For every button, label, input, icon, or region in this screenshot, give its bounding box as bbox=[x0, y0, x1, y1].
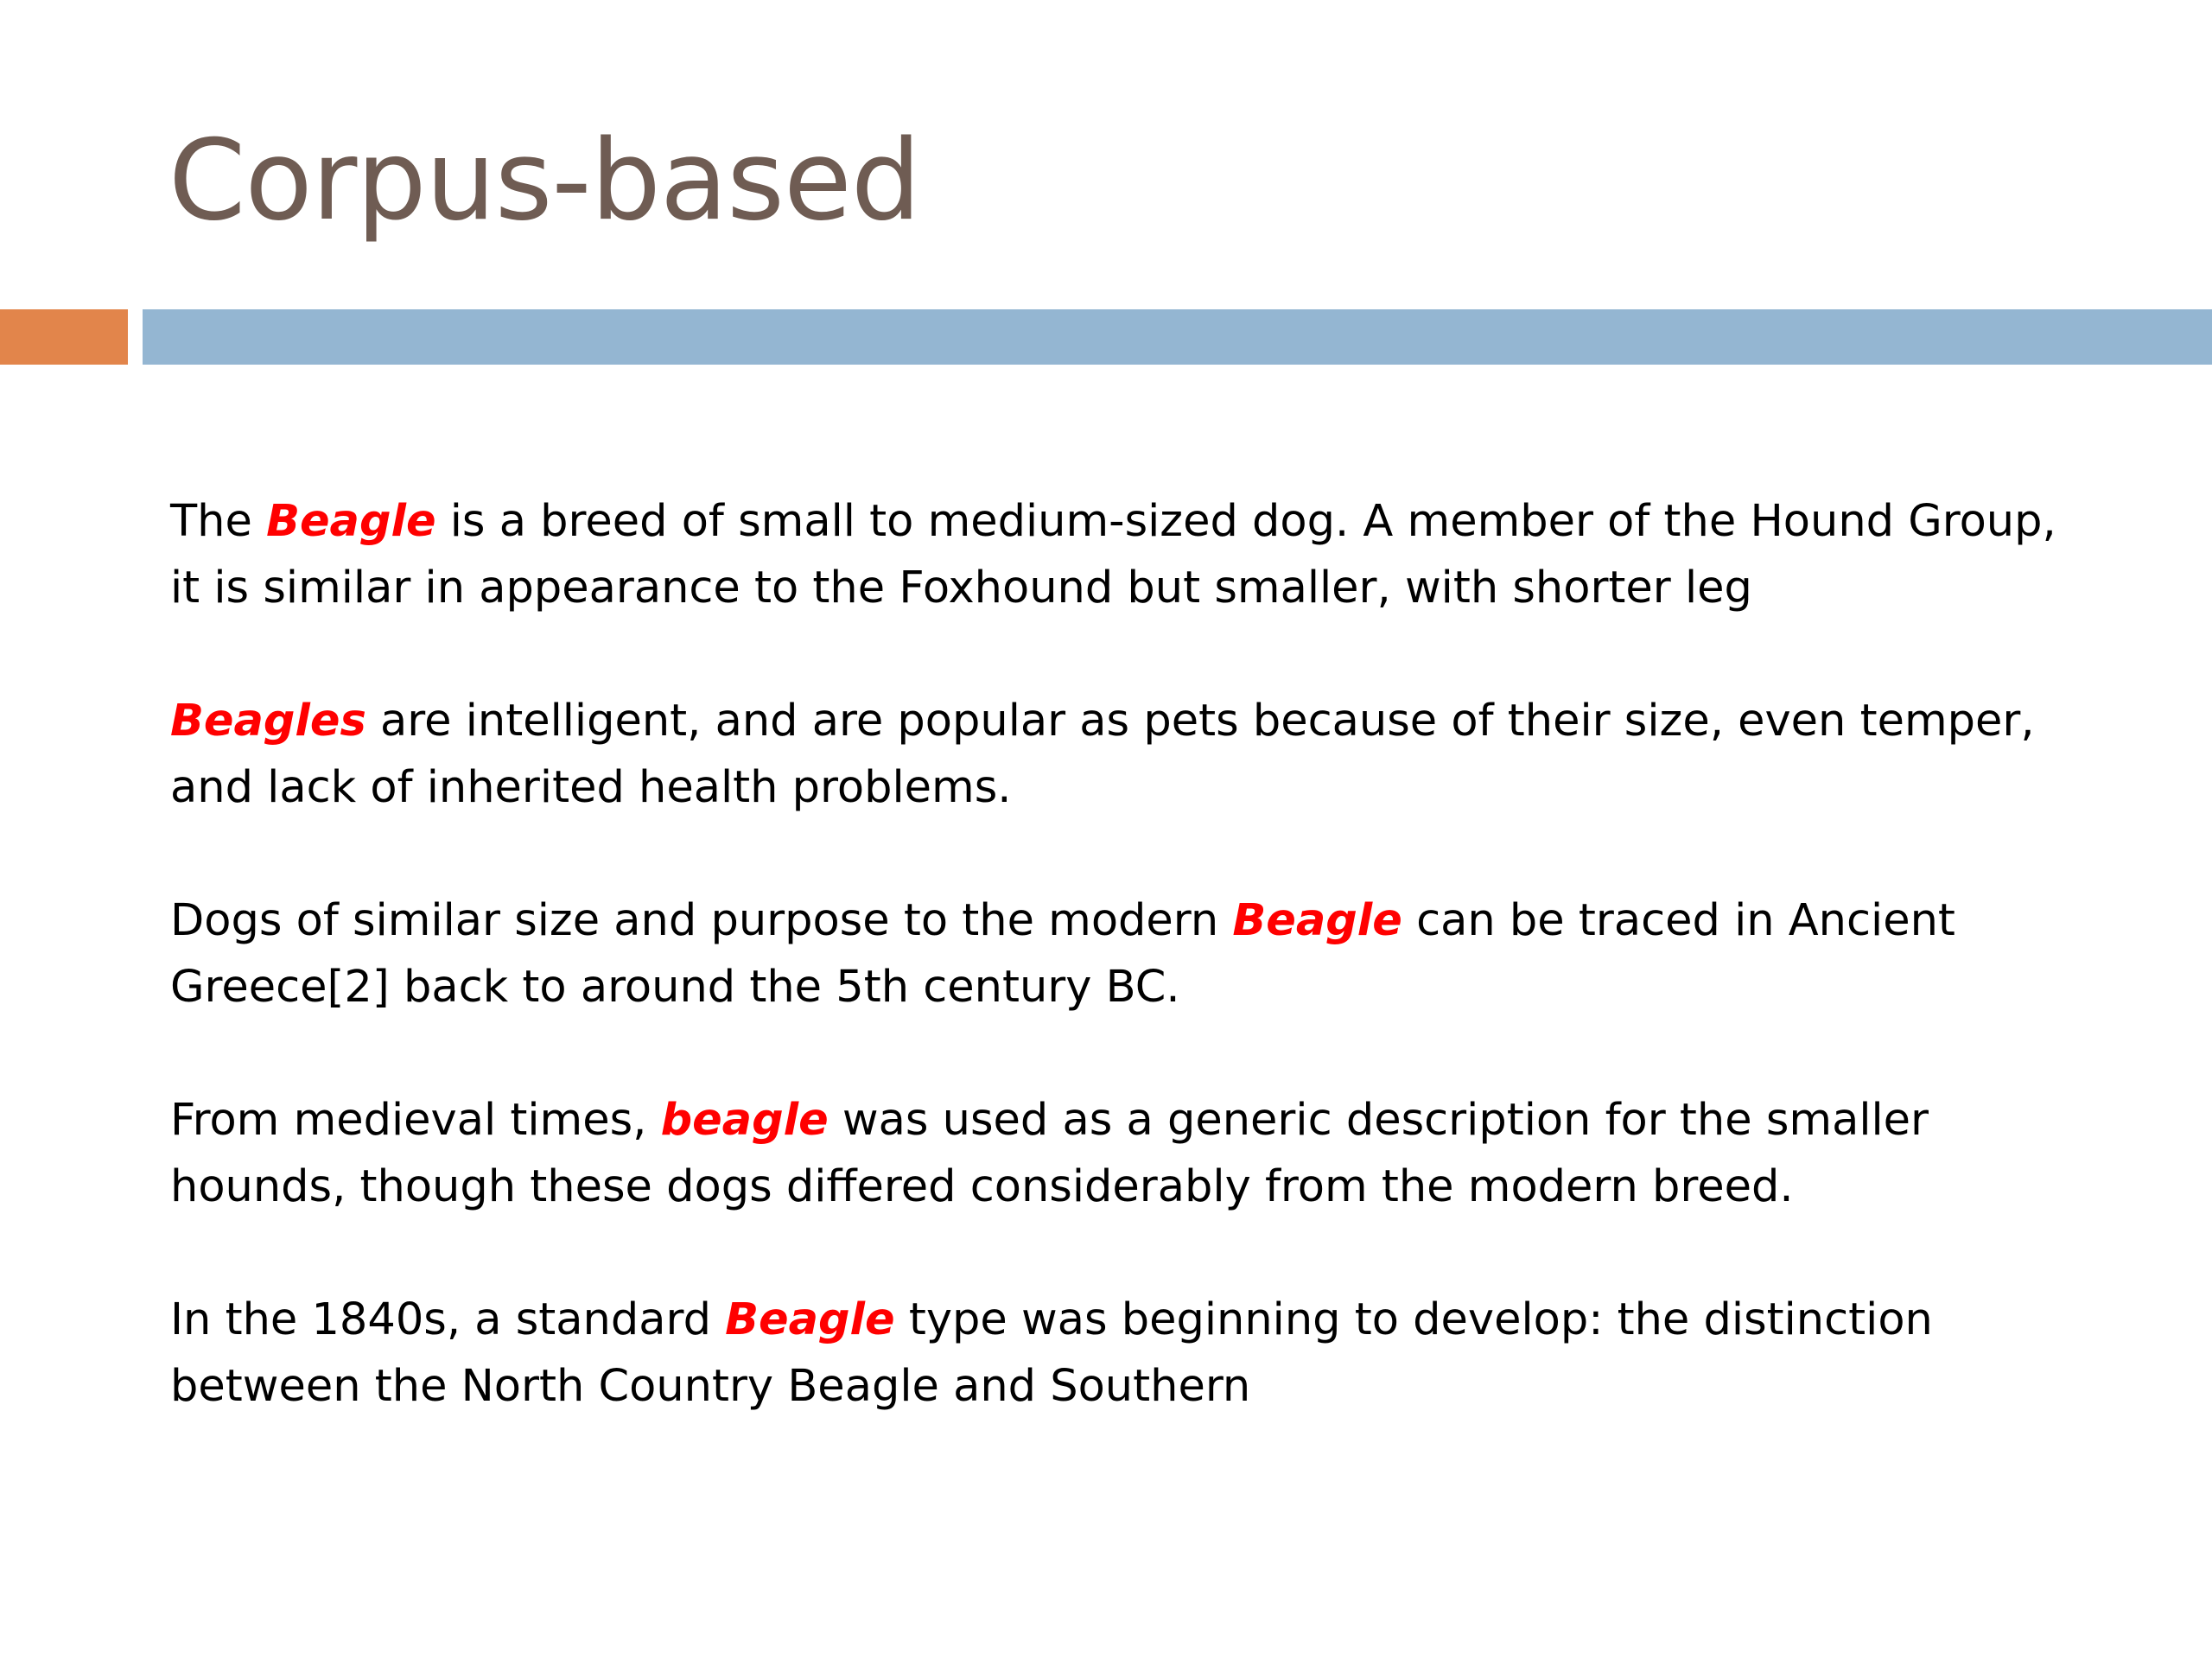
keyword-highlight: beagle bbox=[660, 1095, 829, 1146]
slide-title: Corpus-based bbox=[168, 117, 920, 245]
keyword-highlight: Beagle bbox=[266, 496, 436, 547]
paragraph-text: was used as a generic description for the smaller hounds, though these dogs differed considerably from the modern breed. bbox=[170, 1095, 1929, 1212]
paragraph-5 bbox=[170, 1287, 2097, 1420]
keyword-highlight: Beagle bbox=[1232, 895, 1402, 946]
paragraph-text: is a breed of small to medium-sized dog. A member of the Hound Group, it is similar in appearance to the Foxhound but smaller, with shorter leg bbox=[170, 496, 2056, 613]
paragraph-2 bbox=[170, 688, 2097, 821]
paragraph-text: are intelligent, and are popular as pets because of their size, even temper, and lack of inherited health problems. bbox=[170, 696, 2035, 813]
paragraph-4 bbox=[170, 1087, 2097, 1220]
paragraph-text: can be traced in Ancient Greece[2] back to around the 5th century BC. bbox=[170, 895, 1955, 1013]
paragraph-1 bbox=[170, 488, 2097, 621]
paragraph-text: The bbox=[170, 496, 267, 547]
title-divider-bar bbox=[143, 309, 2212, 365]
paragraph-text: type was beginning to develop: the distinction between the North Country Beagle and Southern bbox=[170, 1294, 1933, 1412]
paragraph-text: In the 1840s, a standard bbox=[170, 1294, 726, 1345]
keyword-highlight: Beagle bbox=[725, 1294, 895, 1345]
accent-bar bbox=[0, 309, 128, 365]
keyword-highlight: Beagles bbox=[170, 696, 366, 747]
slide-body bbox=[170, 488, 2097, 1486]
paragraph-text: From medieval times, bbox=[170, 1095, 661, 1146]
paragraph-text: Dogs of similar size and purpose to the modern bbox=[170, 895, 1233, 946]
paragraph-3 bbox=[170, 887, 2097, 1020]
